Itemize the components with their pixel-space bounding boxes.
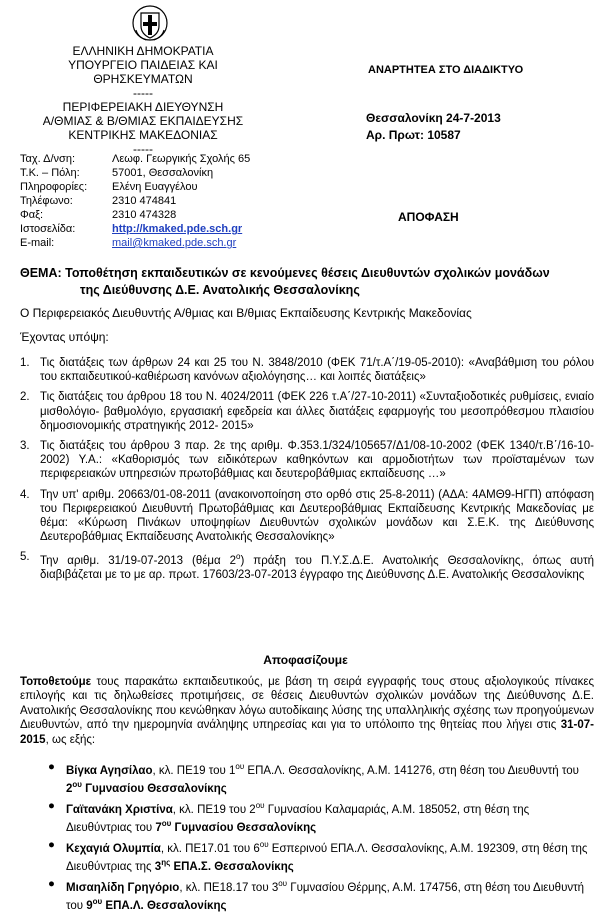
school-number: 9 [86, 900, 93, 913]
item-text: Τις διατάξεις των άρθρων 24 και 25 του Ν. 3848/2010 (ΦΕΚ 71/τ.Α΄/19-05-2010): «Αναβάθμιση του ρόλου του εκπαιδευτικού-καθιέρωση κανόνων αξιολόγησης… και λοιπές διατάξεις» [40, 357, 594, 384]
contact-label: Πληροφορίες: [20, 181, 88, 193]
intro-paragraph: Ο Περιφερειακός Διευθυντής Α/θμιας και Β/θμιας Εκπαίδευσης Κεντρικής Μακεδονίας [20, 306, 472, 320]
superscript: ου [72, 780, 82, 790]
contact-row [20, 236, 250, 250]
placements-list [48, 760, 594, 916]
superscript: ης [161, 858, 171, 868]
placement-text: , κλ. ΠΕ18.17 του 3 [179, 882, 279, 895]
superscript: ου [235, 762, 245, 771]
item-number: 5. [20, 551, 30, 564]
placement-text: Γυμνασίου Θέρμης, Α.Μ. 174756, στη θέση του Διευθυντή του [66, 882, 585, 913]
ministry-line: ΠΕΡΙΦΕΡΕΙΑΚΗ ΔΙΕΥΘΥΝΣΗ [62, 100, 224, 114]
decision-heading: Αποφασίζουμε [263, 653, 348, 667]
bullet-icon: ● [48, 800, 55, 813]
contact-label: Ταχ. Δ/νση: [20, 153, 76, 165]
item-number: 1. [20, 357, 30, 369]
teacher-name: Βίγκα Αγησίλαο [66, 764, 153, 777]
contact-label: Φαξ: [20, 209, 44, 221]
ministry-line: ΚΕΝΤΡΙΚΗΣ ΜΑΚΕΔΟΝΙΑΣ [68, 128, 218, 142]
ministry-line: ----- [133, 86, 153, 100]
list-item [48, 877, 594, 913]
list-item [20, 356, 594, 384]
contact-label: E-mail: [20, 237, 55, 249]
contact-row [20, 194, 250, 208]
school-name: Γυμνασίου Θεσσαλονίκης [171, 821, 317, 834]
item-text: Την υπ' αριθμ. 20663/01-08-2011 (ανακοινοποίηση στο ορθό στις 25-8-2011) (ΑΔΑ: 4ΑΜΘ9-ΗΓΠ) απόφαση του Περιφερειακού Διευθυντή Πρωτοβάθμιας και Δευτεροβάθμιας Εκπαίδευσης Κεντρικής Μακεδονίας με θέμα: «Κύρωση Πινάκων υποψηφίων Διευθυντών σχολικών μονάδων και Σ.Ε.Κ. της Διεύθυνσης Δευτεροβάθμιας Εκπαίδευσης Ανατολικής Θεσσαλονίκης» [40, 488, 594, 544]
contact-value: Λεωφ. Γεωργικής Σχολής 65 [112, 153, 251, 165]
contact-value: 2310 474328 [112, 209, 177, 221]
list-item [48, 838, 594, 874]
item-text: Τις διατάξεις του άρθρου 18 του Ν. 4024/2011 (ΦΕΚ 226 τ.Α΄/27-10-2011) «Συνταξιοδοτικές ρυθμίσεις, ενιαίο μισθολόγιο- βαθμολόγιο, εργασιακή εφεδρεία και άλλες διατάξεις εφαρμογής του μεσοπρόθεσμου πλαισίου δημοσιονομικής στρατηγικής 2012- 2015» [40, 391, 594, 432]
subject-heading [20, 265, 598, 299]
superscript: ου [161, 819, 172, 829]
decision-lead: Τοποθετούμε [20, 676, 92, 688]
contact-label: Ιστοσελίδα: [20, 223, 76, 235]
website-link[interactable]: http://kmaked.pde.sch.gr [112, 223, 243, 235]
list-item [20, 488, 594, 545]
decision-paragraph [20, 675, 594, 747]
ministry-line: ΕΛΛΗΝΙΚΗ ΔΗΜΟΚΡΑΤΙΑ [72, 44, 214, 58]
document-type: ΑΠΟΦΑΣΗ [398, 210, 459, 224]
subject-line: της Διεύθυνσης Δ.Ε. Ανατολικής Θεσσαλονίκης [80, 283, 360, 297]
considering-label: Έχοντας υπόψη: [20, 330, 109, 344]
ministry-line: ----- [133, 142, 153, 156]
placement-text: Εσπερινού ΕΠΑ.Λ. Θεσσαλονίκης, Α.Μ. 192309, στη θέση της Διευθύντριας της [66, 842, 588, 873]
contact-row [20, 152, 250, 166]
placement-text: , κλ. ΠΕ17.01 του 6 [160, 842, 260, 855]
item-text [40, 550, 594, 582]
placement-text: , κλ. ΠΕ19 του 2 [172, 803, 256, 816]
publish-note: ΑΝΑΡΤΗΤΕΑ ΣΤΟ ΔΙΑΔΙΚΤΥΟ [368, 64, 524, 76]
school-name: Γυμνασίου Θεσσαλονίκης [81, 782, 227, 795]
item-text-part: ) πράξη του Π.Υ.Σ.Δ.Ε. Ανατολικής Θεσσαλονίκης, όπως αυτή διαβιβάζεται με το με αρ. πρωτ. 17603/23-07-2013 έγγραφο της Διεύθυνσης Δ.Ε. Ανατολικής Θεσσαλονίκης [40, 555, 595, 582]
school-number: 3 [154, 860, 162, 873]
teacher-name: Κεχαγιά Ολυμπία [66, 842, 161, 855]
bullet-icon: ● [48, 878, 55, 891]
term-end-date: 31-07-2015 [20, 719, 594, 746]
place-date: Θεσσαλονίκη 24-7-2013 [366, 111, 501, 125]
placement-text: , κλ. ΠΕ19 του 1 [152, 764, 236, 777]
contact-row [20, 208, 250, 222]
contact-value: 2310 474841 [112, 195, 177, 207]
protocol-number: Αρ. Πρωτ: 10587 [366, 128, 461, 142]
decision-tail: , ως εξής: [45, 733, 96, 746]
school-number: 7 [155, 821, 162, 834]
decision-body: τους παρακάτω εκπαιδευτικούς, με βάση τη σειρά εγγραφής τους στους αξιολογικούς πίνακες επιλογής και τις δηλωθείσες προτιμήσεις, σε θέσεις Διευθυντών σχολικών μονάδων της Διεύθυνσης Δ.Ε. Ανατολικής Θεσσαλονίκης που κενώθηκαν λόγω αυτοδίκαιης λύσης της υπαλληλικής σχέσης των προηγούμενων Διευθυντών, από την ημερομηνία ανάληψης υπηρεσίας και για το υπόλοιπο της θητείας που λήγει στις [20, 676, 594, 732]
superscript: ου [92, 897, 103, 907]
contact-value: Ελένη Ευαγγέλου [112, 181, 198, 193]
list-item [20, 550, 594, 582]
item-text-part: Την αριθμ. 31/19-07-2013 (θέμα 2 [40, 555, 237, 568]
considerations-list [20, 356, 594, 589]
placement-text: Γυμνασίου Καλαμαριάς, Α.Μ. 185052, στη θέση της Διευθύντριας του [66, 803, 530, 834]
list-item [20, 439, 594, 482]
superscript: ο [236, 552, 241, 562]
item-number: 3. [20, 440, 30, 453]
teacher-name: Μισαηλίδη Γρηγόριο [66, 882, 180, 895]
school-number: 2 [66, 782, 73, 795]
contact-label: Τηλέφωνο: [20, 195, 73, 207]
list-item [48, 760, 594, 796]
email-link[interactable]: mail@kmaked.pde.sch.gr [112, 237, 237, 249]
contact-row [20, 166, 250, 180]
item-number: 4. [20, 488, 30, 501]
date-protocol-block [366, 110, 501, 144]
contact-row [20, 222, 250, 236]
contact-value: 57001, Θεσσαλονίκη [112, 167, 214, 179]
superscript: ου [278, 879, 288, 889]
ministry-line: Α/ΘΜΙΑΣ & Β/ΘΜΙΑΣ ΕΚΠΑΙΔΕΥΣΗΣ [42, 114, 244, 128]
teacher-name: Γαϊτανάκη Χριστίνα [66, 803, 173, 816]
school-name: ΕΠΑ.Λ. Θεσσαλονίκης [102, 900, 227, 913]
ministry-header [18, 44, 268, 156]
contact-details [20, 152, 250, 250]
ministry-line: ΥΠΟΥΡΓΕΙΟ ΠΑΙΔΕΙΑΣ ΚΑΙ ΘΡΗΣΚΕΥΜΑΤΩΝ [68, 58, 218, 86]
contact-row [20, 180, 250, 194]
school-name: ΕΠΑ.Σ. Θεσσαλονίκης [170, 860, 294, 873]
item-text: Τις διατάξεις του άρθρου 3 παρ. 2ε της αριθμ. Φ.353.1/324/105657/Δ1/08-10-2002 (ΦΕΚ 1340/τ.Β΄/16-10-2002) Υ.Α.: «Καθορισμός των ειδικότερων καθηκόντων και αρμοδιοτήτων των προϊσταμένων των περιφερειακών υπηρεσιών πρωτοβάθμιας και δευτεροβάθμιας εκπαίδευσης …» [40, 440, 594, 481]
list-item [20, 390, 594, 433]
superscript: ου [255, 801, 265, 811]
bullet-icon: ● [48, 761, 55, 773]
greek-coat-of-arms-icon [132, 4, 168, 42]
item-number: 2. [20, 391, 30, 404]
superscript: ου [259, 840, 269, 850]
subject-line: ΘΕΜΑ: Τοποθέτηση εκπαιδευτικών σε κενούμενες θέσεις Διευθυντών σχολικών μονάδων [20, 266, 550, 280]
placement-text: ΕΠΑ.Λ. Θεσσαλονίκης, Α.Μ. 141276, στη θέση του Διευθυντή του [244, 764, 579, 777]
list-item [48, 799, 594, 835]
bullet-icon: ● [48, 839, 55, 852]
contact-label: Τ.Κ. – Πόλη: [20, 167, 80, 179]
